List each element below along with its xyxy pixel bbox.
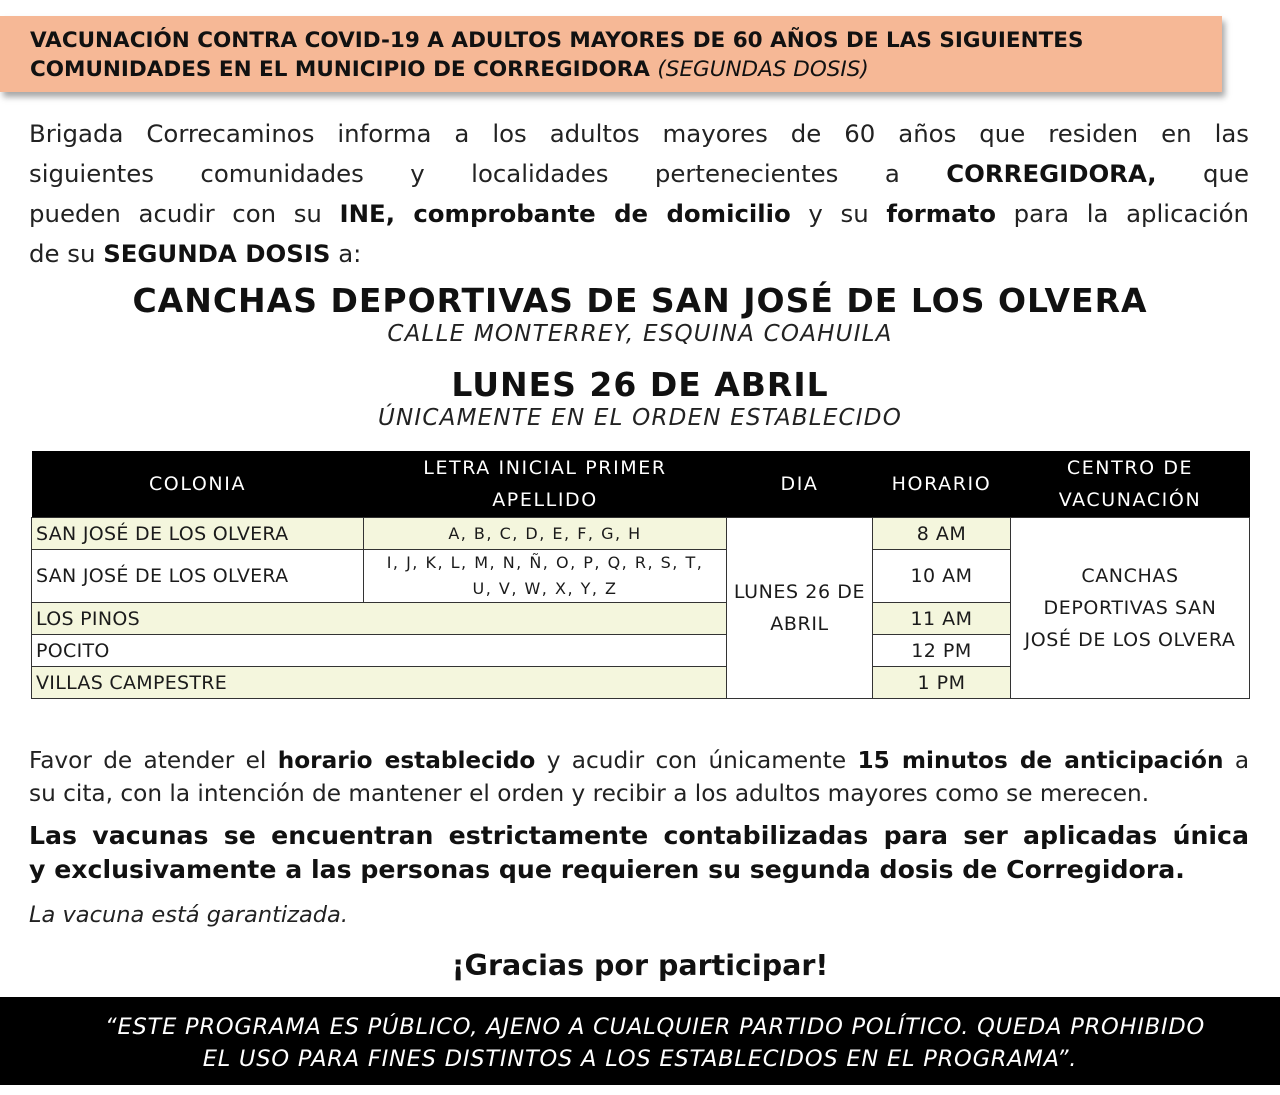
header-letra — [364, 451, 727, 518]
header-centro-line-1: CENTRO DE — [1066, 457, 1194, 479]
intro-line-3 — [29, 194, 1249, 234]
intro-l3-e: para la aplicación — [1013, 199, 1249, 228]
cell-letra — [364, 550, 727, 603]
venue-title: CANCHAS DEPORTIVAS DE SAN JOSÉ DE LOS OLVERA — [132, 281, 1148, 320]
date-note: ÚNICAMENTE EN EL ORDEN ESTABLECIDO — [377, 405, 903, 431]
banner-title-line-2-text: COMUNIDADES EN EL MUNICIPIO DE CORREGIDORA — [30, 57, 650, 82]
cell-centro — [1011, 518, 1250, 699]
footer-line-1: “ESTE PROGRAMA ES PÚBLICO, AJENO A CUALQUIER PARTIDO POLÍTICO. QUEDA PROHIBIDO — [104, 1014, 1206, 1040]
intro-l4-a: de su — [29, 239, 96, 268]
dia-line-2: ABRIL — [770, 613, 829, 635]
intro-l3-b: INE, comprobante de domicilio — [339, 199, 791, 228]
header-dia: DIA — [727, 451, 873, 518]
notice-l1-e: a — [1234, 747, 1250, 774]
notice-l1-b: horario establecido — [277, 747, 536, 774]
venue-address: CALLE MONTERREY, ESQUINA COAHUILA — [387, 321, 893, 347]
cell-colonia: SAN JOSÉ DE LOS OLVERA — [32, 518, 364, 550]
cell-horario: 10 AM — [873, 550, 1011, 603]
date-title: LUNES 26 DE ABRIL — [451, 365, 829, 404]
footer-disclaimer — [0, 997, 1280, 1085]
warning-line-1: Las vacunas se encuentran estrictamente contabilizadas para ser aplicadas única — [29, 821, 1249, 850]
thanks-message: ¡Gracias por participar! — [451, 949, 829, 982]
cell-horario: 8 AM — [873, 518, 1011, 550]
schedule-table — [31, 451, 1250, 699]
intro-l2-a: siguientes comunidades y localidades pertenecientes a — [29, 159, 900, 188]
header-letra-line-1: LETRA INICIAL PRIMER — [423, 457, 667, 479]
cell-horario: 12 PM — [873, 635, 1011, 667]
centro-line-3: JOSÉ DE LOS OLVERA — [1024, 629, 1236, 651]
cell-dia — [727, 518, 873, 699]
intro-l4-b: SEGUNDA DOSIS — [103, 239, 331, 268]
header-horario: HORARIO — [873, 451, 1011, 518]
dia-line-1: LUNES 26 DE — [733, 581, 866, 603]
cell-horario: 11 AM — [873, 603, 1011, 635]
cell-colonia: POCITO — [32, 635, 727, 667]
notice-l1-c: y acudir con únicamente — [546, 747, 847, 774]
banner-note: (SEGUNDAS DOSIS) — [657, 57, 869, 82]
notice-paragraph — [29, 744, 1249, 810]
banner-title-line-2 — [30, 55, 1222, 84]
intro-l3-c: y su — [808, 199, 869, 228]
header-banner — [0, 16, 1222, 92]
intro-l4-c: a: — [338, 239, 362, 268]
table-header-row — [32, 451, 1250, 518]
intro-l3-a: pueden acudir con su — [29, 199, 322, 228]
letra-line-2: U, V, W, X, Y, Z — [472, 579, 618, 598]
cell-colonia: SAN JOSÉ DE LOS OLVERA — [32, 550, 364, 603]
notice-l1-a: Favor de atender el — [29, 747, 267, 774]
centro-line-1: CANCHAS — [1081, 565, 1179, 587]
intro-line-1: Brigada Correcaminos informa a los adultos mayores de 60 años que residen en las — [29, 119, 1249, 148]
intro-line-4 — [29, 234, 1249, 274]
centro-line-2: DEPORTIVAS SAN — [1043, 597, 1217, 619]
warning-paragraph — [29, 819, 1249, 887]
cell-horario: 1 PM — [873, 667, 1011, 699]
intro-line-2 — [29, 154, 1249, 194]
banner-title-line-1: VACUNACIÓN CONTRA COVID-19 A ADULTOS MAYORES DE 60 AÑOS DE LAS SIGUIENTES — [30, 28, 1084, 53]
intro-l2-c: que — [1203, 159, 1249, 188]
header-colonia: COLONIA — [32, 451, 364, 518]
header-centro — [1011, 451, 1250, 518]
intro-l3-d: formato — [886, 199, 997, 228]
cell-colonia: LOS PINOS — [32, 603, 727, 635]
intro-l2-b: CORREGIDORA, — [946, 159, 1157, 188]
cell-colonia: VILLAS CAMPESTRE — [32, 667, 727, 699]
cell-letra: A, B, C, D, E, F, G, H — [364, 518, 727, 550]
letra-line-1: I, J, K, L, M, N, Ñ, O, P, Q, R, S, T, — [386, 553, 704, 572]
footer-line-2: EL USO PARA FINES DISTINTOS A LOS ESTABLECIDOS EN EL PROGRAMA”. — [202, 1046, 1078, 1072]
header-letra-line-2: APELLIDO — [492, 489, 598, 511]
notice-l1-d: 15 minutos de anticipación — [857, 747, 1224, 774]
header-centro-line-2: VACUNACIÓN — [1058, 489, 1202, 511]
guarantee-note: La vacuna está garantizada. — [29, 902, 348, 928]
table-row — [32, 518, 1250, 550]
notice-line-1 — [29, 744, 1249, 777]
intro-paragraph — [29, 114, 1249, 274]
warning-line-2: y exclusivamente a las personas que requieren su segunda dosis de Corregidora. — [29, 855, 1185, 884]
notice-line-2: su cita, con la intención de mantener el orden y recibir a los adultos mayores como se merecen. — [29, 780, 1150, 807]
